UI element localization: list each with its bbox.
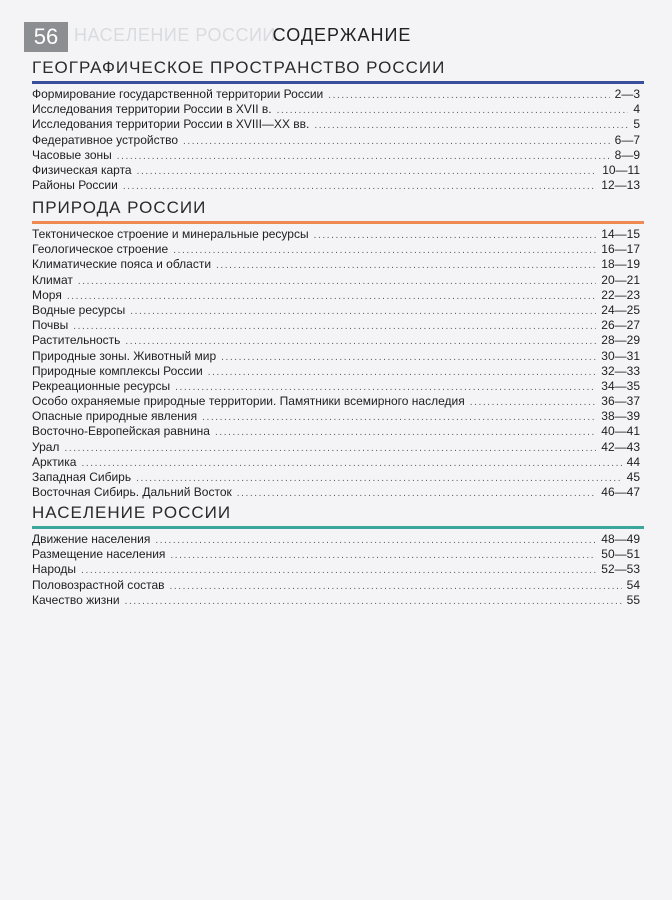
toc-entry[interactable] (32, 163, 644, 178)
toc-entry[interactable] (32, 102, 644, 117)
toc-entry[interactable] (32, 242, 644, 257)
dot-leader (314, 228, 597, 243)
toc-entry[interactable] (32, 379, 644, 394)
toc-entry[interactable] (32, 364, 644, 379)
dot-leader (137, 164, 598, 179)
section-title: НАСЕЛЕНИЕ РОССИИ (32, 503, 232, 522)
toc-entry-title: Формирование государственной территории России (32, 87, 324, 101)
dot-leader (215, 425, 596, 440)
dot-leader (470, 395, 597, 410)
dot-leader (202, 410, 596, 425)
toc-entry-title: Федеративное устройство (32, 132, 178, 147)
toc-list (32, 532, 644, 608)
toc-entry-title: Физическая карта (32, 162, 132, 177)
toc-entry-pages: 40—41 (601, 424, 640, 439)
toc-entry[interactable] (32, 148, 644, 163)
toc-entry-title: Движение населения (32, 532, 151, 546)
toc-entry[interactable] (32, 593, 644, 608)
toc-entry-title: Районы России (32, 178, 118, 193)
toc-entry-title: Размещение населения (32, 547, 166, 562)
toc-entry[interactable] (32, 303, 644, 318)
dot-leader (81, 563, 596, 578)
toc-entry-pages: 50—51 (601, 547, 640, 562)
toc-entry-pages: 20—21 (601, 272, 640, 287)
dot-leader (78, 274, 596, 289)
toc-entry-pages: 28—29 (601, 333, 640, 348)
toc-entry-title: Природные комплексы России (32, 363, 203, 378)
toc-entry-pages: 5 (633, 117, 640, 132)
toc-entry-pages: 30—31 (601, 348, 640, 363)
toc-list (32, 87, 644, 193)
dot-leader (175, 380, 596, 395)
toc-entry-title: Водные ресурсы (32, 302, 126, 317)
toc-entry[interactable] (32, 133, 644, 148)
toc-entry[interactable] (32, 273, 644, 288)
toc-entry-pages: 42—43 (601, 439, 640, 454)
dot-leader (123, 179, 596, 194)
toc-entry-title: Народы (32, 562, 77, 577)
section-nature (32, 197, 644, 500)
toc-entry-title: Почвы (32, 318, 69, 333)
toc-entry[interactable] (32, 547, 644, 562)
dot-leader (237, 486, 597, 501)
toc-entry-pages: 16—17 (601, 242, 640, 257)
toc-entry[interactable] (32, 532, 644, 547)
toc-entry[interactable] (32, 470, 644, 485)
dot-leader (117, 149, 610, 164)
section-title: ПРИРОДА РОССИИ (32, 198, 207, 217)
toc-entry[interactable] (32, 257, 644, 272)
toc-entry-title: Качество жизни (32, 592, 120, 607)
toc-entry-pages: 38—39 (601, 409, 640, 424)
toc-entry-pages: 32—33 (601, 363, 640, 378)
toc-entry-title: Восточно-Европейская равнина (32, 424, 210, 439)
toc-entry[interactable] (32, 178, 644, 193)
dot-leader (328, 88, 609, 103)
toc-entry-pages: 12—13 (601, 178, 640, 193)
section-population (32, 502, 644, 608)
toc-entry-pages: 6—7 (614, 132, 640, 147)
toc-entry-pages: 34—35 (601, 378, 640, 393)
toc-entry[interactable] (32, 349, 644, 364)
toc-entry-pages: 8—9 (614, 147, 640, 162)
toc-entry[interactable] (32, 409, 644, 424)
toc-entry-pages: 54 (626, 577, 640, 592)
dot-leader (221, 350, 596, 365)
toc-entry-pages: 45 (626, 470, 640, 484)
toc-entry-title: Рекреационные ресурсы (32, 378, 171, 393)
toc-entry-pages: 44 (626, 454, 640, 469)
dot-leader (81, 456, 621, 471)
toc-entry-pages: 24—25 (601, 302, 640, 317)
toc-entry-pages: 4 (633, 102, 640, 117)
toc-list (32, 227, 644, 500)
toc-entry[interactable] (32, 562, 644, 577)
toc-entry[interactable] (32, 227, 644, 242)
toc-entry[interactable] (32, 578, 644, 593)
toc-entry[interactable] (32, 87, 644, 102)
toc-entry-pages: 18—19 (601, 257, 640, 272)
page-number: 56 (24, 22, 68, 52)
toc-entry-pages: 26—27 (601, 318, 640, 333)
toc-entry-title: Растительность (32, 333, 121, 348)
toc-entry-pages: 55 (626, 592, 640, 607)
toc-entry[interactable] (32, 288, 644, 303)
toc-entry[interactable] (32, 440, 644, 455)
toc-entry-title: Природные зоны. Животный мир (32, 348, 217, 363)
section-geography (32, 57, 644, 193)
toc-entry[interactable] (32, 455, 644, 470)
dot-leader (173, 243, 596, 258)
toc-entry[interactable] (32, 333, 644, 348)
dot-leader (170, 579, 622, 594)
toc-entry-title: Половозрастной состав (32, 577, 165, 592)
toc-entry-title: Урал (32, 439, 60, 454)
dot-leader (208, 365, 597, 380)
toc-entry-title: Часовые зоны (32, 147, 112, 162)
toc-entry-title: Опасные природные явления (32, 409, 198, 424)
toc-entry-pages: 52—53 (601, 562, 640, 577)
section-rule (32, 526, 644, 529)
dot-leader (136, 471, 622, 486)
toc-entry-pages: 48—49 (601, 532, 640, 546)
dot-leader (155, 533, 596, 548)
toc-entry-pages: 2—3 (614, 87, 640, 101)
section-rule (32, 221, 644, 224)
toc-entry-pages: 10—11 (602, 162, 640, 177)
dot-leader (277, 103, 629, 118)
dot-leader (125, 594, 622, 609)
toc-entry[interactable] (32, 485, 644, 500)
dot-leader (64, 441, 596, 456)
dot-leader (314, 118, 628, 133)
dot-leader (73, 319, 596, 334)
toc-entry-title: Исследования территории России в XVIII—XX вв. (32, 117, 310, 132)
toc-entry-title: Климат (32, 272, 73, 287)
section-rule (32, 81, 644, 84)
toc-entry-title: Особо охраняемые природные территории. Памятники всемирного наследия (32, 394, 465, 409)
dot-leader (67, 289, 596, 304)
dot-leader (216, 258, 596, 273)
toc-entry-pages: 22—23 (601, 287, 640, 302)
toc-entry-title: Геологическое строение (32, 242, 169, 257)
dot-leader (130, 304, 596, 319)
page-title: СОДЕРЖАНИЕ (272, 25, 412, 45)
toc-entry[interactable] (32, 394, 644, 409)
dot-leader (170, 548, 596, 563)
toc-entry-title: Арктика (32, 454, 77, 469)
dot-leader (183, 134, 610, 149)
toc-entry-pages: 36—37 (601, 394, 640, 409)
toc-entry-title: Моря (32, 287, 62, 302)
toc-entry[interactable] (32, 424, 644, 439)
toc-entry[interactable] (32, 117, 644, 132)
ghost-section-header: НАСЕЛЕНИЕ РОССИИ (74, 25, 276, 45)
dot-leader (125, 334, 596, 349)
section-title: ГЕОГРАФИЧЕСКОЕ ПРОСТРАНСТВО РОССИИ (32, 58, 446, 77)
toc-entry-title: Климатические пояса и области (32, 257, 212, 272)
toc-entry[interactable] (32, 318, 644, 333)
toc-entry-title: Западная Сибирь (32, 470, 132, 484)
toc-entry-title: Тектоническое строение и минеральные ресурсы (32, 227, 309, 241)
toc-entry-title: Исследования территории России в XVII в. (32, 102, 272, 117)
toc-entry-pages: 14—15 (601, 227, 640, 241)
toc-entry-pages: 46—47 (601, 485, 640, 500)
toc-entry-title: Восточная Сибирь. Дальний Восток (32, 485, 232, 500)
